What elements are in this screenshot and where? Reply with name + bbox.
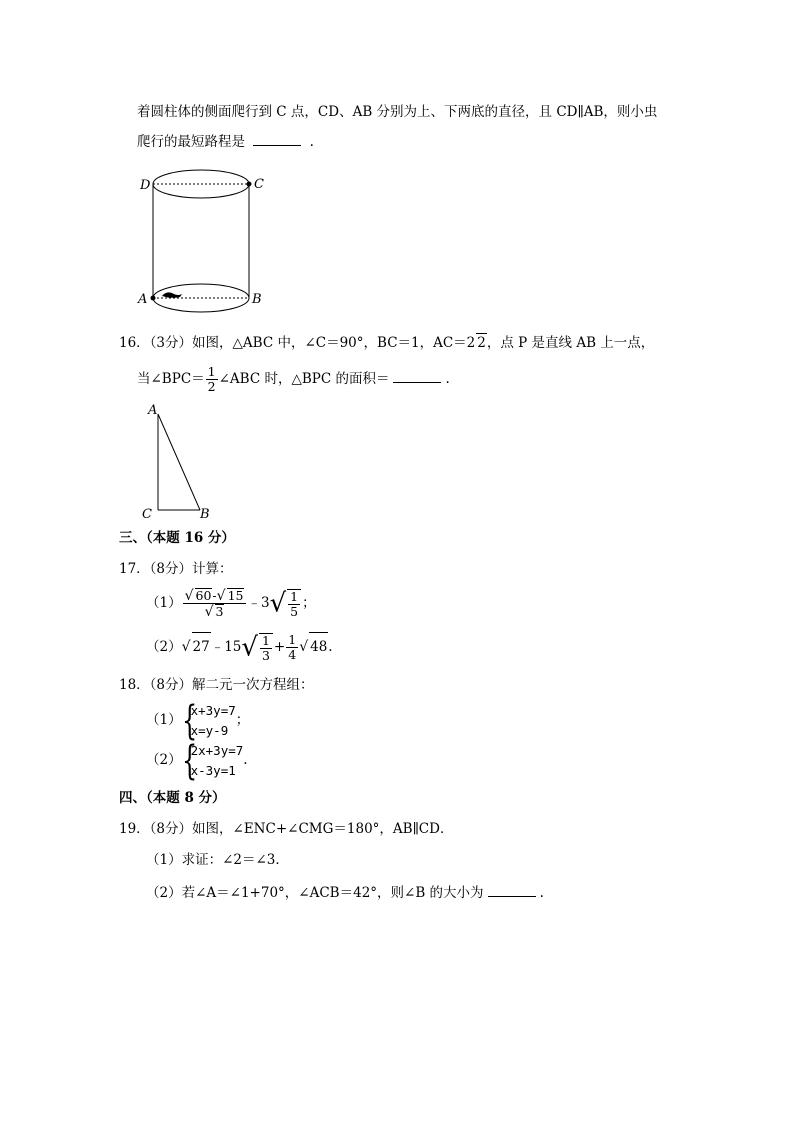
triangle-figure — [138, 400, 228, 525]
q18-p1-eq1: x+3y=7 — [190, 702, 236, 718]
q17-p1-label: （1） — [146, 595, 182, 611]
q17-p2-sqrt27: 27 — [192, 632, 211, 661]
q16-number: 16． — [119, 335, 150, 351]
q17-head: 17．（8分）计算： — [119, 561, 233, 577]
point-a-dot — [151, 296, 156, 301]
q17-p1-minus: ﹣3 — [247, 595, 270, 611]
q18-p1-end: ； — [235, 712, 250, 728]
label-d: D — [140, 178, 151, 193]
q15-line2-text: 爬行的最短路程是 — [137, 134, 245, 150]
q17-p2-minus15: ﹣15 — [210, 639, 242, 655]
q17-p2-fd: 3 — [261, 647, 270, 663]
q16-end: . — [445, 371, 450, 387]
q15-answer-blank[interactable] — [253, 133, 301, 146]
q17-p2-plus: + — [273, 639, 286, 655]
q16-text-b: ，点 P 是直线 AB 上一点， — [486, 335, 655, 351]
cylinder-figure — [136, 166, 266, 316]
q17-p2-sqrt48: 48 — [309, 632, 328, 661]
side-ab — [158, 414, 200, 510]
q18-p1-eq2: x=y-9 — [190, 722, 229, 738]
q17-p2-cn: 1 — [288, 632, 297, 647]
section-4-title: 四、（本题 8 分） — [119, 790, 226, 806]
q19-p2-end: . — [539, 885, 544, 901]
q17-p1-sqrt3: 3 — [215, 604, 224, 619]
label-b: B — [200, 507, 210, 522]
q17-p2-sqrt-frac — [259, 633, 273, 663]
q19-answer-blank[interactable] — [488, 884, 536, 897]
bottom-front-arc — [153, 298, 249, 312]
q17-part1: （1） $\frac{√ 60-√ 15}{√ 3}$ ﹣3√ $\frac{1}{5}$ ； — [146, 588, 316, 620]
q17-p2-fn: 1 — [261, 632, 270, 648]
q18-head: 18．（8分）解二元一次方程组： — [119, 677, 314, 693]
q16-frac-num: 1 — [207, 364, 216, 379]
q17-p2-cd: 4 — [288, 647, 297, 662]
q19-part2 — [146, 884, 544, 902]
q17-p2-label: （2） — [146, 639, 182, 655]
q17-p2-end: . — [328, 639, 333, 655]
q17-p1-sqrt60: 60 — [195, 588, 212, 603]
q18-part2 — [146, 737, 248, 784]
q17-p1-sqrt15: 15 — [227, 588, 244, 603]
q18-p2-eq2: x-3y=1 — [190, 762, 236, 778]
q18-part1 — [146, 697, 250, 744]
q15-line2 — [137, 133, 314, 151]
q17-p1-fd: 5 — [290, 603, 299, 619]
q17-p1-end: ； — [302, 595, 316, 611]
q16-answer-blank[interactable] — [393, 370, 441, 383]
q16-line2 — [137, 365, 450, 394]
q16-line1 — [119, 333, 654, 352]
q17-p1-denominator: √ 3 — [204, 604, 224, 620]
q17-p1-sqrt-frac — [287, 589, 301, 619]
q18-p2-end: . — [243, 752, 248, 768]
q17-p1-fraction — [183, 588, 247, 619]
label-c: C — [142, 507, 152, 522]
q19-p2-text: （2）若∠A＝∠1+70°，∠ACB＝42°，则∠B 的大小为 — [146, 885, 484, 901]
q18-p1-label: （1） — [146, 712, 182, 728]
q19-head: 19．（8分）如图，∠ENC+∠CMG＝180°，AB∥CD． — [119, 821, 454, 837]
label-a: A — [138, 292, 148, 307]
q17-p1-numerator: √ 60-√ 15 — [183, 588, 247, 604]
q17-part2: （2）√ 27﹣15√ $\frac{1}{3}$ + $\frac{1}{4}$ √ 48. — [146, 632, 333, 663]
q16-sqrt2 — [476, 333, 487, 352]
q16-line2a: 当∠BPC＝ — [137, 371, 205, 387]
q16-sqrt2-value: 2 — [477, 335, 486, 351]
q18-p2-eq1: 2x+3y=7 — [190, 742, 244, 758]
q16-frac-den: 2 — [207, 379, 216, 394]
q16-fraction — [206, 365, 218, 394]
point-c-dot — [247, 182, 252, 187]
q17-p2-coef — [286, 633, 298, 662]
label-b: B — [252, 292, 262, 307]
q17-p1-fn: 1 — [290, 588, 299, 604]
q19-part1: （1）求证：∠2＝∠3． — [146, 852, 289, 868]
q18-p2-system: { 2x+3y=7 x-3y=1 — [181, 737, 244, 784]
section-3-title: 三、（本题 16 分） — [119, 530, 235, 546]
q16-text-a: （3分）如图，△ABC 中，∠C＝90°，BC＝1，AC＝2 — [149, 335, 476, 351]
label-a: A — [148, 403, 158, 418]
label-c: C — [254, 177, 264, 192]
q18-p2-label: （2） — [146, 752, 182, 768]
q16-line2b: ∠ABC 时，△BPC 的面积＝ — [218, 371, 390, 387]
q15-line2-end: . — [309, 134, 314, 150]
q15-line1: 着圆柱体的侧面爬行到 C 点，CD、AB 分别为上、下两底的直径，且 CD∥AB，则小虫 — [137, 104, 658, 120]
q18-p1-system: { x+3y=7 x=y-9 — [181, 697, 236, 744]
bug-icon — [162, 292, 182, 297]
